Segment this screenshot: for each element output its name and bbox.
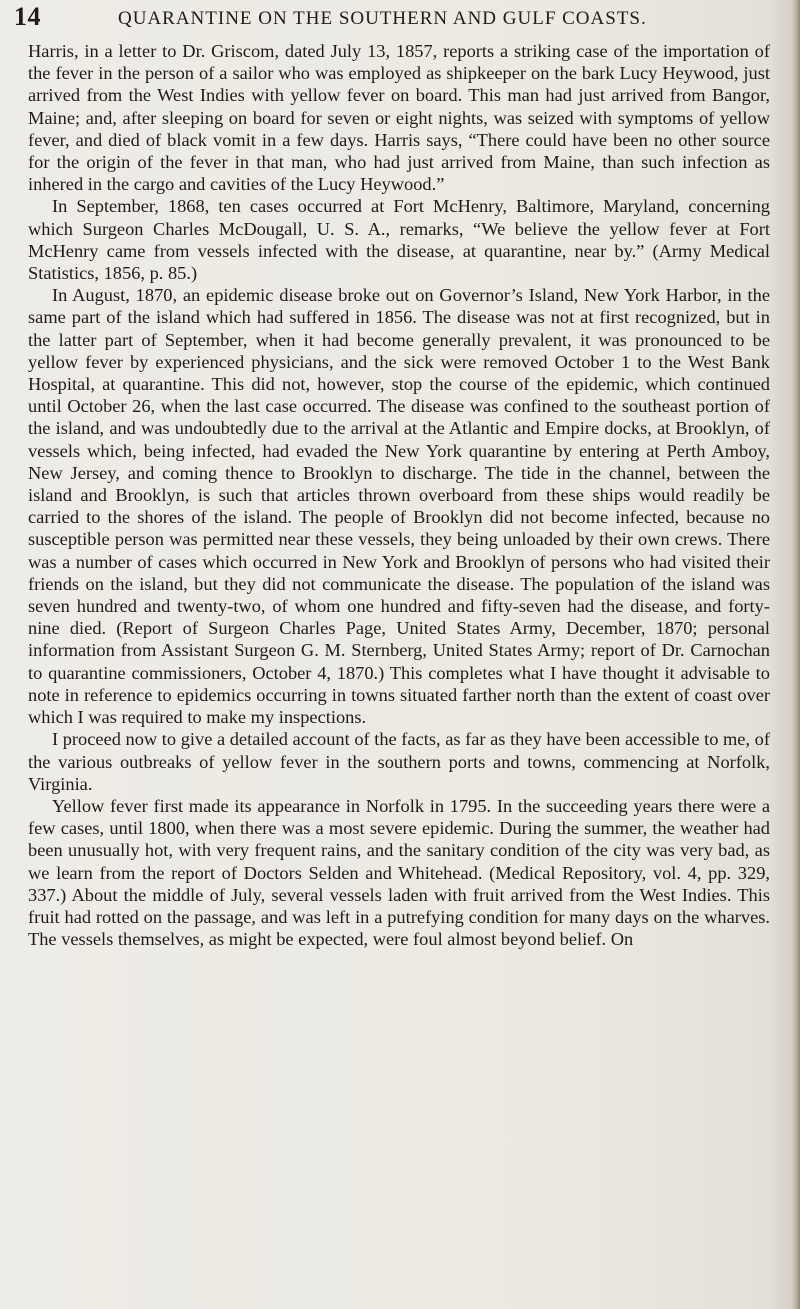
paragraph: I proceed now to give a detailed account of the facts, as far as they have been accessible to me, of the various outbreaks of yellow fever in the southern ports and towns, commencing at Norfolk, Virginia. (28, 729, 770, 794)
page-edge-shadow (791, 0, 800, 1309)
running-header (14, 2, 774, 32)
body-text (28, 40, 770, 950)
page-number: 14 (14, 2, 41, 31)
paragraph: In September, 1868, ten cases occurred at Fort McHenry, Baltimore, Maryland, concerning which Surgeon Charles McDougall, U. S. A., remarks, “We believe the yellow fever at Fort McHenry came from vessels infected with the disease, at quarantine, near by.” (Army Medical Statistics, 1856, p. 85.) (28, 196, 770, 284)
paragraph: In August, 1870, an epidemic disease broke out on Governor’s Island, New York Harbor, in the same part of the island which had suffered in 1856. The disease was not at first recognized, but in the latter part of September, when it had become generally prevalent, it was pronounced to be yellow fever by experienced physicians, and the sick were removed October 1 to the West Bank Hospital, at quarantine. This did not, however, stop the course of the epidemic, which continued until October 26, when the last case occurred. The disease was confined to the southeast portion of the island, and was undoubtedly due to the arrival at the Atlantic and Empire docks, at Brooklyn, of vessels which, being infected, had evaded the New York quarantine by entering at Perth Amboy, New Jersey, and coming thence to Brooklyn to discharge. The tide in the channel, between the island and Brooklyn, is such that articles thrown overboard from these ships would readily be carried to the shores of the island. The people of Brooklyn did not become infected, because no susceptible person was permitted near these vessels, they being unloaded by their own crews. There was a number of cases which occurred in New York and Brooklyn of persons who had visited their friends on the island, but they did not communicate the disease. The population of the island was seven hundred and twenty-two, of whom one hundred and fifty-seven had the disease, and forty-nine died. (Report of Surgeon Charles Page, United States Army, December, 1870; personal information from Assistant Surgeon G. M. Sternberg, United States Army; report of Dr. Carnochan to quarantine commissioners, October 4, 1870.) This completes what I have thought it advisable to note in reference to epidemics occurring in towns situated farther north than the extent of coast over which I was required to make my inspections. (28, 285, 770, 728)
paragraph: Harris, in a letter to Dr. Griscom, dated July 13, 1857, reports a striking case of the importation of the fever in the person of a sailor who was employed as shipkeeper on the bark Lucy Heywood, just arrived from the West Indies with yellow fever on board. This man had just arrived from Bangor, Maine; and, after sleeping on board for seven or eight nights, was seized with symptoms of yellow fever, and died of black vomit in a few days. Harris says, “There could have been no other source for the origin of the fever in that man, who had just arrived from Maine, than such infection as inhered in the cargo and cavities of the Lucy Heywood.” (28, 41, 770, 195)
running-title: QUARANTINE ON THE SOUTHERN AND GULF COASTS. (118, 8, 647, 29)
paragraph: Yellow fever first made its appearance in Norfolk in 1795. In the succeeding years there were a few cases, until 1800, when there was a most severe epidemic. During the summer, the weather had been unusually hot, with very frequent rains, and the sanitary condition of the city was very bad, as we learn from the report of Doctors Selden and Whitehead. (Medical Repository, vol. 4, pp. 329, 337.) About the middle of July, several vessels laden with fruit arrived from the West Indies. This fruit had rotted on the passage, and was left in a putrefying condition for many days on the wharves. The vessels themselves, as might be expected, were foul almost beyond belief. On (28, 795, 770, 950)
